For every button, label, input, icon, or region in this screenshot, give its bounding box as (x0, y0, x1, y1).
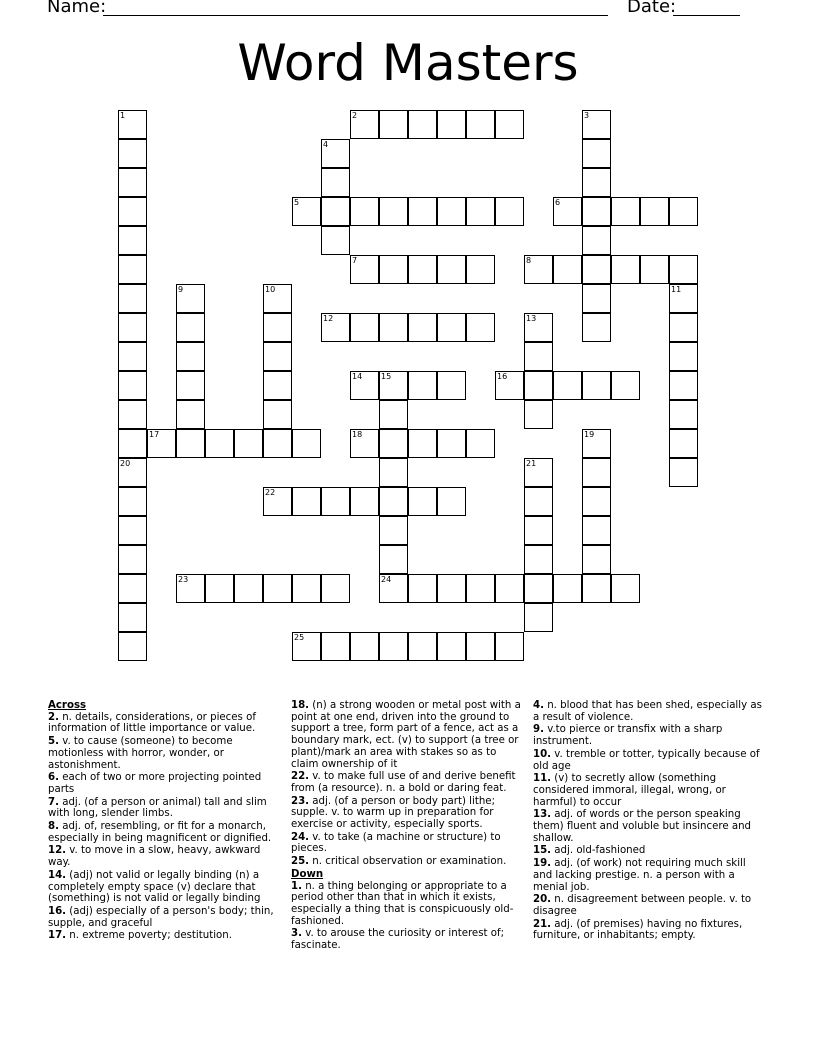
grid-cell[interactable] (582, 487, 611, 516)
clue-across-2 (48, 712, 278, 735)
grid-cell[interactable] (263, 371, 292, 400)
grid-cell[interactable] (147, 429, 176, 458)
grid-cell[interactable] (118, 574, 147, 603)
clue-down-15 (533, 845, 765, 857)
grid-cell[interactable] (582, 197, 611, 226)
grid-cell[interactable] (553, 371, 582, 400)
grid-cell[interactable] (118, 168, 147, 197)
grid-cell[interactable] (495, 574, 524, 603)
grid-cell[interactable] (524, 371, 553, 400)
grid-cell[interactable] (408, 429, 437, 458)
grid-cell[interactable] (379, 429, 408, 458)
grid-cell[interactable] (582, 110, 611, 139)
clue-text: (n) a strong wooden or metal post with a point at one end, driven into the ground to support a tree, form part of a fence, act as a boundary mark, ect. (v) to support (a tree or plant)/mark an area with stakes so as to claim ownership of it (291, 700, 521, 770)
clues-column-3 (533, 700, 765, 943)
grid-cell[interactable] (118, 632, 147, 661)
grid-cell[interactable] (321, 632, 350, 661)
grid-cell[interactable] (640, 197, 669, 226)
cell-number: 24 (381, 575, 392, 584)
clue-number: 15. (533, 845, 552, 857)
grid-cell[interactable] (669, 400, 698, 429)
grid-cell[interactable] (495, 197, 524, 226)
clue-text: n. blood that has been shed, especially as a result of violence. (533, 700, 762, 723)
clue-text: n. disagreement between people. v. to disagree (533, 894, 752, 917)
grid-cell[interactable] (582, 458, 611, 487)
grid-cell[interactable] (466, 574, 495, 603)
clue-text: (adj) not valid or legally binding (n) a completely empty space (v) declare that (something) is not valid or legally binding (48, 869, 261, 905)
grid-cell[interactable] (379, 197, 408, 226)
grid-cell[interactable] (118, 400, 147, 429)
grid-cell[interactable] (292, 197, 321, 226)
clues-section (0, 700, 816, 1056)
clue-text: adj. old-fashioned (551, 845, 646, 857)
grid-cell[interactable] (350, 110, 379, 139)
down-heading: Down (291, 868, 324, 880)
grid-cell[interactable] (524, 516, 553, 545)
clue-across-22 (291, 771, 523, 794)
cell-number: 15 (381, 372, 392, 381)
clue-text: n. extreme poverty; destitution. (66, 930, 232, 942)
clue-across-18 (291, 700, 523, 770)
grid-cell[interactable] (118, 545, 147, 574)
grid-cell[interactable] (118, 255, 147, 284)
cell-number: 7 (352, 256, 358, 265)
clue-number: 12. (48, 845, 67, 857)
page-title: Word Masters (237, 34, 579, 92)
clue-down-10 (533, 749, 765, 772)
grid-cell[interactable] (553, 197, 582, 226)
clue-number: 24. (291, 831, 310, 843)
grid-cell[interactable] (408, 255, 437, 284)
clue-text: v. to arouse the curiosity or interest of; fascinate. (291, 928, 504, 952)
grid-cell[interactable] (379, 632, 408, 661)
grid-cell[interactable] (553, 574, 582, 603)
clue-number: 21. (533, 918, 552, 930)
grid-cell[interactable] (379, 458, 408, 487)
clue-number: 3. (291, 928, 302, 940)
grid-cell[interactable] (611, 574, 640, 603)
clue-text: adj. of words or the person speaking them) fluent and voluble but insincere and shallow. (533, 809, 751, 844)
grid-cell[interactable] (437, 487, 466, 516)
clue-down-11 (533, 773, 765, 808)
cell-number: 17 (149, 430, 160, 439)
grid-cell[interactable] (408, 574, 437, 603)
clue-down-9 (533, 724, 765, 747)
cell-number: 1 (120, 111, 126, 120)
clue-down-13 (533, 809, 765, 844)
clue-number: 17. (48, 930, 67, 942)
clue-down-4 (533, 700, 765, 723)
grid-cell[interactable] (524, 603, 553, 632)
cell-number: 23 (178, 575, 189, 584)
grid-cell[interactable] (118, 197, 147, 226)
clue-text: n. details, considerations, or pieces of information of little importance or value. (48, 711, 256, 735)
grid-cell[interactable] (292, 632, 321, 661)
grid-cell[interactable] (118, 226, 147, 255)
grid-cell[interactable] (176, 400, 205, 429)
cell-number: 9 (178, 285, 184, 294)
grid-cell[interactable] (582, 168, 611, 197)
cell-number: 13 (526, 314, 537, 323)
grid-cell[interactable] (582, 313, 611, 342)
grid-cell[interactable] (118, 516, 147, 545)
grid-cell[interactable] (118, 603, 147, 632)
grid-cell[interactable] (611, 371, 640, 400)
grid-cell[interactable] (234, 574, 263, 603)
grid-cell[interactable] (321, 226, 350, 255)
grid-cell[interactable] (321, 139, 350, 168)
cell-number: 20 (120, 459, 131, 468)
grid-cell[interactable] (263, 487, 292, 516)
grid-cell[interactable] (379, 574, 408, 603)
grid-cell[interactable] (379, 400, 408, 429)
grid-cell[interactable] (582, 516, 611, 545)
grid-cell[interactable] (408, 110, 437, 139)
grid-cell[interactable] (437, 632, 466, 661)
grid-cell[interactable] (582, 545, 611, 574)
clue-text: n. critical observation or examination. (309, 856, 507, 868)
clue-down-19 (533, 858, 765, 893)
grid-cell[interactable] (408, 371, 437, 400)
grid-cell[interactable] (669, 458, 698, 487)
cell-number: 6 (555, 198, 561, 207)
grid-cell[interactable] (234, 429, 263, 458)
clue-text: (v) to secretly allow (something considered immoral, illegal, wrong, or harmful) to occur (533, 773, 726, 808)
clue-text: each of two or more projecting pointed parts (48, 772, 262, 795)
grid-cell[interactable] (524, 545, 553, 574)
cell-number: 12 (323, 314, 334, 323)
grid-cell[interactable] (437, 371, 466, 400)
clue-across-16 (48, 906, 278, 929)
grid-cell[interactable] (118, 342, 147, 371)
clue-number: 11. (533, 773, 552, 785)
cell-number: 16 (497, 372, 508, 381)
grid-cell[interactable] (437, 110, 466, 139)
grid-cell[interactable] (495, 110, 524, 139)
clue-across-25 (291, 856, 523, 868)
grid-cell[interactable] (176, 284, 205, 313)
grid-cell[interactable] (669, 255, 698, 284)
cell-number: 11 (671, 285, 682, 294)
clue-number: 14. (48, 869, 67, 881)
date-label: Date: (627, 0, 677, 17)
grid-cell[interactable] (176, 342, 205, 371)
grid-cell[interactable] (350, 313, 379, 342)
cell-number: 2 (352, 111, 358, 120)
grid-cell[interactable] (263, 429, 292, 458)
grid-cell[interactable] (466, 632, 495, 661)
grid-cell[interactable] (321, 487, 350, 516)
grid-cell[interactable] (524, 487, 553, 516)
grid-cell[interactable] (379, 516, 408, 545)
grid-cell[interactable] (524, 255, 553, 284)
grid-cell[interactable] (379, 110, 408, 139)
grid-cell[interactable] (176, 574, 205, 603)
grid-cell[interactable] (176, 313, 205, 342)
grid-cell[interactable] (582, 284, 611, 313)
clue-number: 5. (48, 736, 59, 748)
grid-cell[interactable] (611, 197, 640, 226)
grid-cell[interactable] (408, 197, 437, 226)
cell-number: 3 (584, 111, 590, 120)
grid-cell[interactable] (582, 574, 611, 603)
clue-across-8 (48, 821, 278, 844)
across-heading: Across (48, 700, 87, 711)
clue-across-6 (48, 772, 278, 795)
grid-cell[interactable] (379, 487, 408, 516)
grid-cell[interactable] (553, 255, 582, 284)
clue-number: 1. (291, 880, 302, 892)
grid-cell[interactable] (669, 284, 698, 313)
clue-number: 25. (291, 856, 310, 868)
grid-cell[interactable] (437, 429, 466, 458)
clue-number: 9. (533, 724, 544, 736)
grid-cell[interactable] (118, 139, 147, 168)
grid-cell[interactable] (582, 255, 611, 284)
grid-cell[interactable] (350, 197, 379, 226)
clue-text: v. to make full use of and derive benefit from (a resource). n. a bold or daring feat. (291, 771, 516, 794)
grid-cell[interactable] (176, 371, 205, 400)
grid-cell[interactable] (669, 371, 698, 400)
clue-down-3 (291, 928, 523, 951)
clue-text: v.to pierce or transfix with a sharp instrument. (533, 724, 723, 748)
clues-column-2 (291, 700, 523, 953)
grid-cell[interactable] (292, 429, 321, 458)
clue-number: 7. (48, 796, 59, 808)
grid-cell[interactable] (118, 429, 147, 458)
grid-cell[interactable] (321, 313, 350, 342)
grid-cell[interactable] (118, 487, 147, 516)
grid-cell[interactable] (582, 226, 611, 255)
grid-cell[interactable] (408, 313, 437, 342)
grid-cell[interactable] (669, 197, 698, 226)
grid-cell[interactable] (466, 110, 495, 139)
clue-number: 4. (533, 700, 544, 711)
clue-down-20 (533, 894, 765, 917)
grid-cell[interactable] (466, 313, 495, 342)
grid-cell[interactable] (292, 487, 321, 516)
grid-cell[interactable] (118, 458, 147, 487)
clue-number: 13. (533, 809, 552, 821)
grid-cell[interactable] (437, 255, 466, 284)
grid-cell[interactable] (205, 574, 234, 603)
grid-cell[interactable] (118, 110, 147, 139)
clue-number: 18. (291, 700, 310, 711)
grid-cell[interactable] (176, 429, 205, 458)
clue-text: v. to cause (someone) to become motionless with horror, wonder, or astonishment. (48, 736, 233, 771)
grid-cell[interactable] (379, 255, 408, 284)
grid-cell[interactable] (321, 574, 350, 603)
grid-cell[interactable] (466, 429, 495, 458)
grid-cell[interactable] (524, 342, 553, 371)
clue-number: 23. (291, 795, 310, 807)
grid-cell[interactable] (524, 458, 553, 487)
grid-cell[interactable] (582, 429, 611, 458)
clue-down-21 (533, 919, 765, 942)
cell-number: 4 (323, 140, 329, 149)
cell-number: 5 (294, 198, 300, 207)
clue-text: adj. (of a person or body part) lithe; supple. v. to warm up in preparation for exercise or activity, especially sports. (291, 795, 495, 831)
clue-across-23 (291, 796, 523, 831)
grid-cell[interactable] (263, 313, 292, 342)
grid-cell[interactable] (118, 313, 147, 342)
grid-cell[interactable] (350, 632, 379, 661)
grid-cell[interactable] (524, 574, 553, 603)
clue-across-14 (48, 870, 278, 905)
clue-across-5 (48, 736, 278, 771)
grid-cell[interactable] (582, 371, 611, 400)
grid-cell[interactable] (263, 400, 292, 429)
cell-number: 14 (352, 372, 363, 381)
clue-text: (adj) especially of a person's body; thin, supple, and graceful (48, 905, 274, 929)
cell-number: 21 (526, 459, 537, 468)
clue-across-24 (291, 832, 523, 855)
cell-number: 22 (265, 488, 276, 497)
cell-number: 19 (584, 430, 595, 439)
grid-cell[interactable] (669, 429, 698, 458)
grid-cell[interactable] (292, 574, 321, 603)
grid-cell[interactable] (379, 313, 408, 342)
grid-cell[interactable] (118, 284, 147, 313)
cell-number: 8 (526, 256, 532, 265)
clue-text: v. to move in a slow, heavy, awkward way. (48, 845, 261, 869)
cell-number: 10 (265, 285, 276, 294)
clue-across-12 (48, 845, 278, 868)
grid-cell[interactable] (611, 255, 640, 284)
clues-column-1 (48, 700, 278, 943)
clue-text: v. to take (a machine or structure) to pieces. (291, 831, 501, 855)
grid-cell[interactable] (408, 487, 437, 516)
grid-cell[interactable] (321, 168, 350, 197)
clue-number: 2. (48, 711, 59, 723)
grid-cell[interactable] (466, 255, 495, 284)
grid-cell[interactable] (437, 313, 466, 342)
clue-across-17 (48, 930, 278, 942)
grid-cell[interactable] (350, 487, 379, 516)
grid-cell[interactable] (524, 400, 553, 429)
grid-cell[interactable] (379, 545, 408, 574)
grid-cell[interactable] (350, 255, 379, 284)
clue-text: n. a thing belonging or appropriate to a period other than that in which it exists, especially a thing that is conspicuously old-fashioned. (291, 880, 514, 927)
clue-text: adj. (of premises) having no fixtures, furniture, or inhabitants; empty. (533, 918, 743, 942)
cell-number: 18 (352, 430, 363, 439)
clue-down-1 (291, 881, 523, 928)
grid-cell[interactable] (350, 371, 379, 400)
grid-cell[interactable] (466, 197, 495, 226)
grid-cell[interactable] (263, 574, 292, 603)
grid-cell[interactable] (350, 429, 379, 458)
clue-number: 19. (533, 858, 552, 870)
grid-cell[interactable] (263, 284, 292, 313)
clue-number: 16. (48, 905, 67, 917)
grid-cell[interactable] (379, 371, 408, 400)
name-label: Name: (47, 0, 107, 17)
grid-cell[interactable] (640, 255, 669, 284)
grid-cell[interactable] (437, 574, 466, 603)
grid-cell[interactable] (669, 342, 698, 371)
grid-cell[interactable] (437, 197, 466, 226)
grid-cell[interactable] (495, 371, 524, 400)
grid-cell[interactable] (524, 313, 553, 342)
grid-cell[interactable] (205, 429, 234, 458)
clue-number: 10. (533, 748, 552, 760)
clue-number: 20. (533, 894, 552, 906)
grid-cell[interactable] (582, 139, 611, 168)
clue-number: 6. (48, 772, 59, 784)
clue-text: adj. (of a person or animal) tall and slim with long, slender limbs. (48, 796, 267, 820)
clue-text: adj. of, resembling, or fit for a monarch, especially in being magnificent or dignified. (48, 821, 272, 844)
clue-number: 22. (291, 771, 310, 783)
clue-text: v. tremble or totter, typically because of old age (533, 748, 760, 772)
clue-number: 8. (48, 821, 59, 833)
grid-cell[interactable] (495, 632, 524, 661)
clue-text: adj. (of work) not requiring much skill and lacking prestige. n. a person with a menial job. (533, 858, 746, 893)
grid-cell[interactable] (669, 313, 698, 342)
grid-cell[interactable] (408, 632, 437, 661)
grid-cell[interactable] (321, 197, 350, 226)
grid-cell[interactable] (118, 371, 147, 400)
cell-number: 25 (294, 633, 305, 642)
grid-cell[interactable] (263, 342, 292, 371)
clue-across-7 (48, 797, 278, 820)
